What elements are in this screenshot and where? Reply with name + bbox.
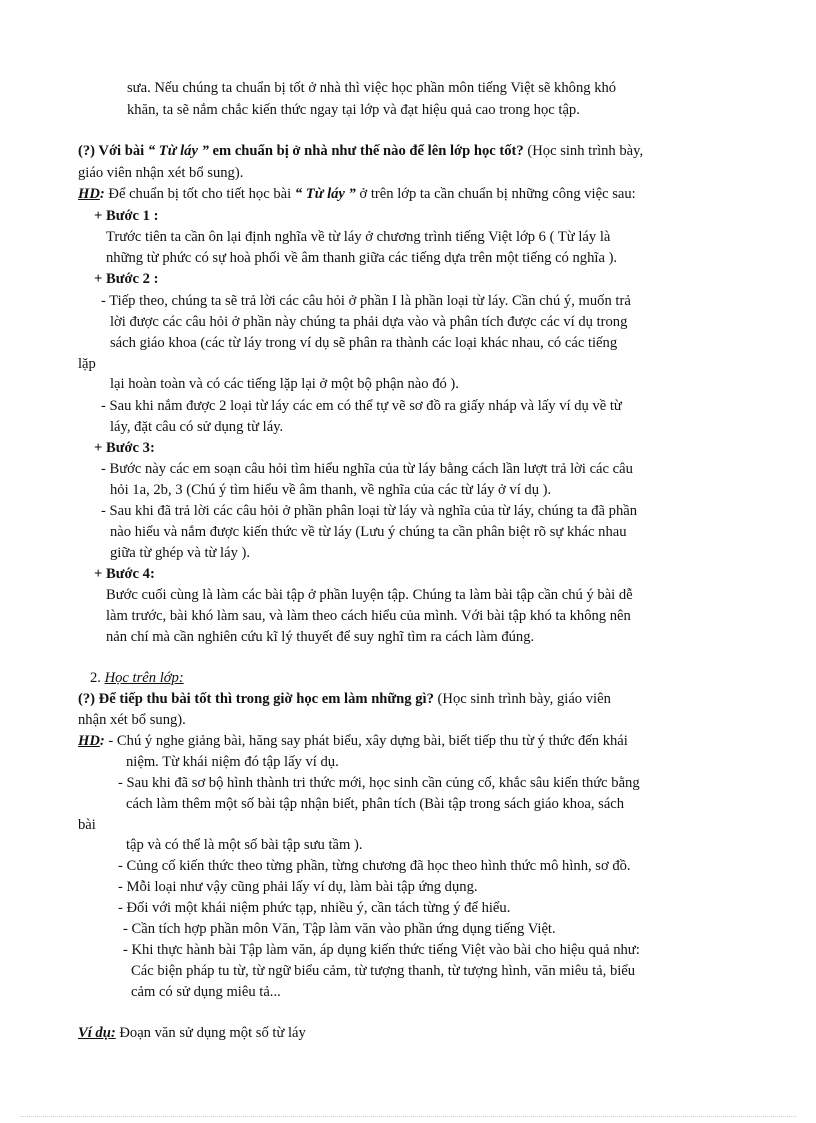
question-1 — [78, 142, 643, 160]
section-2-heading — [90, 669, 184, 687]
question-marker: (?) — [78, 143, 96, 159]
step-4-line-3: nản chí mà cần nghiên cứu kĩ lý thuyết để suy nghĩ tìm ra cách làm đúng. — [106, 629, 535, 645]
hd-2-line-3: - Sau khi đã sơ bộ hình thành tri thức mới, học sinh cần củng cố, khắc sâu kiến thức bằng — [118, 775, 640, 791]
step-2-b-line-2: láy, đặt câu có sử dụng từ láy. — [110, 419, 284, 435]
step-1-title: + Bước 1 : — [94, 208, 159, 224]
hd-2-line-7: - Củng cố kiến thức theo từng phần, từng chương đã học theo hình thức mô hình, sơ đồ. — [118, 858, 631, 874]
step-2-b-line-1: - Sau khi nắm được 2 loại từ láy các em có thể tự vẽ sơ đồ ra giấy nháp và lấy ví dụ về từ — [101, 398, 622, 414]
section-number: 2. — [90, 670, 105, 686]
example-label: Ví dụ: — [78, 1025, 116, 1041]
hd-2-line-13: cảm có sử dụng miêu tả... — [131, 984, 281, 1000]
question-2 — [78, 690, 611, 708]
step-3-b-line-2: nào hiểu và nắm được kiến thức về từ láy (Lưu ý chúng ta cần phân biệt rõ sự khác nhau — [110, 524, 627, 540]
example-text: Đoạn văn sử dụng một số từ láy — [115, 1025, 306, 1041]
step-2-title: + Bước 2 : — [94, 271, 159, 287]
question-marker: (?) — [78, 691, 96, 707]
example — [78, 1024, 306, 1042]
step-2-a-line-2: lời được các câu hỏi ở phần này chúng ta phải dựa vào và phân tích được các ví dụ trong — [110, 314, 628, 330]
hd-text-a: Để chuẩn bị tốt cho tiết học bài — [108, 186, 295, 202]
hd-colon: : — [99, 733, 105, 749]
step-4-line-1: Bước cuối cùng là làm các bài tập ở phần luyện tập. Chúng ta làm bài tập cần chú ý bài dễ — [106, 587, 633, 603]
question-1-line-2: giáo viên nhận xét bổ sung). — [78, 165, 244, 181]
question-text-a: Với bài — [95, 143, 148, 159]
step-2-a-line-1: - Tiếp theo, chúng ta sẽ trả lời các câu hỏi ở phần I là phần loại từ láy. Cần chú ý, muốn trả — [101, 293, 631, 309]
hd-2-line-10: - Cần tích hợp phần môn Văn, Tập làm văn vào phần ứng dụng tiếng Việt. — [123, 921, 556, 937]
hd-2-line-11: - Khi thực hành bài Tập làm văn, áp dụng kiến thức tiếng Việt vào bài cho hiệu quả như: — [123, 942, 640, 958]
intro-line-2: khăn, ta sẽ nắm chắc kiến thức ngay tại lớp và đạt hiệu quả cao trong học tập. — [127, 102, 580, 118]
step-3-a-line-2: hỏi 1a, 2b, 3 (Chú ý tìm hiểu về âm thanh, về nghĩa của các từ láy ở ví dụ ). — [110, 482, 552, 498]
hd-2-line-6: tập và có thể là một số bài tập sưu tầm ). — [126, 837, 363, 853]
hd-text-b: ở trên lớp ta cần chuẩn bị những công việc sau: — [355, 186, 636, 202]
step-1-line-2: những từ phức có sự hoà phối về âm thanh giữa các tiếng dựa trên một tiếng có nghĩa ). — [106, 250, 618, 266]
hd-text: - Chú ý nghe giảng bài, hăng say phát biểu, xây dựng bài, biết tiếp thu từ ý thức đến khái — [104, 733, 628, 749]
question-text-b: em chuẩn bị ở nhà như thế nào để lên lớp học tốt? — [208, 143, 524, 159]
hd-2-line-5: bài — [78, 817, 96, 833]
step-3-b-line-1: - Sau khi đã trả lời các câu hỏi ở phần phân loại từ láy và nghĩa của từ láy, chúng ta đã phần — [101, 503, 638, 519]
step-3-a-line-1: - Bước này các em soạn câu hỏi tìm hiểu nghĩa của từ láy bằng cách lần lượt trả lời các câu — [101, 461, 633, 477]
hd-label: HD — [78, 186, 100, 202]
step-3-b-line-3: giữa từ ghép và từ láy ). — [110, 545, 251, 561]
hd-2-line-2: niệm. Từ khái niệm đó tập lấy ví dụ. — [126, 754, 339, 770]
hd-2-line-4: cách làm thêm một số bài tập nhận biết, phân tích (Bài tập trong sách giáo khoa, sách — [126, 796, 625, 812]
hd-term: “ Từ láy ” — [294, 186, 356, 202]
question-note: (Học sinh trình bày, giáo viên — [433, 691, 611, 707]
question-term: “ Từ láy ” — [147, 143, 209, 159]
hd-label: HD — [78, 733, 100, 749]
section-title: Học trên lớp: — [104, 670, 184, 686]
hd-2-line-12: Các biện pháp tu từ, từ ngữ biểu cảm, từ tượng thanh, từ tượng hình, văn miêu tả, biểu — [131, 963, 636, 979]
hd-2-line-9: - Đối với một khái niệm phức tạp, nhiều ý, cần tách từng ý để hiểu. — [118, 900, 511, 916]
step-4-line-2: làm trước, bài khó làm sau, và làm theo cách hiểu của mình. Với bài tập khó ta không nên — [106, 608, 631, 624]
question-2-line-2: nhận xét bổ sung). — [78, 712, 186, 728]
step-2-a-line-4: lặp — [78, 356, 96, 372]
step-2-a-line-3: sách giáo khoa (các từ láy trong ví dụ sẽ phân ra thành các loại khác nhau, có các tiếng — [110, 335, 618, 351]
step-4-title: + Bước 4: — [94, 566, 155, 582]
hd-2-line-8: - Mỗi loại như vậy cũng phải lấy ví dụ, làm bài tập ứng dụng. — [118, 879, 478, 895]
question-text: Để tiếp thu bài tốt thì trong giờ học em làm những gì? — [95, 691, 434, 707]
hd-1 — [78, 185, 636, 203]
hd-colon: : — [99, 186, 109, 202]
step-2-a-line-5: lại hoàn toàn và có các tiếng lặp lại ở một bộ phận nào đó ). — [110, 376, 459, 392]
hd-2-line-1 — [78, 732, 628, 750]
step-1-line-1: Trước tiên ta cần ôn lại định nghĩa về từ láy ở chương trình tiếng Việt lớp 6 ( Từ láy là — [106, 229, 611, 245]
step-3-title: + Bước 3: — [94, 440, 155, 456]
question-note: (Học sinh trình bày, — [523, 143, 644, 159]
intro-line-1: sưa. Nếu chúng ta chuẩn bị tốt ở nhà thì việc học phần môn tiếng Việt sẽ không khó — [127, 80, 617, 96]
page-bottom-divider — [20, 1116, 796, 1117]
